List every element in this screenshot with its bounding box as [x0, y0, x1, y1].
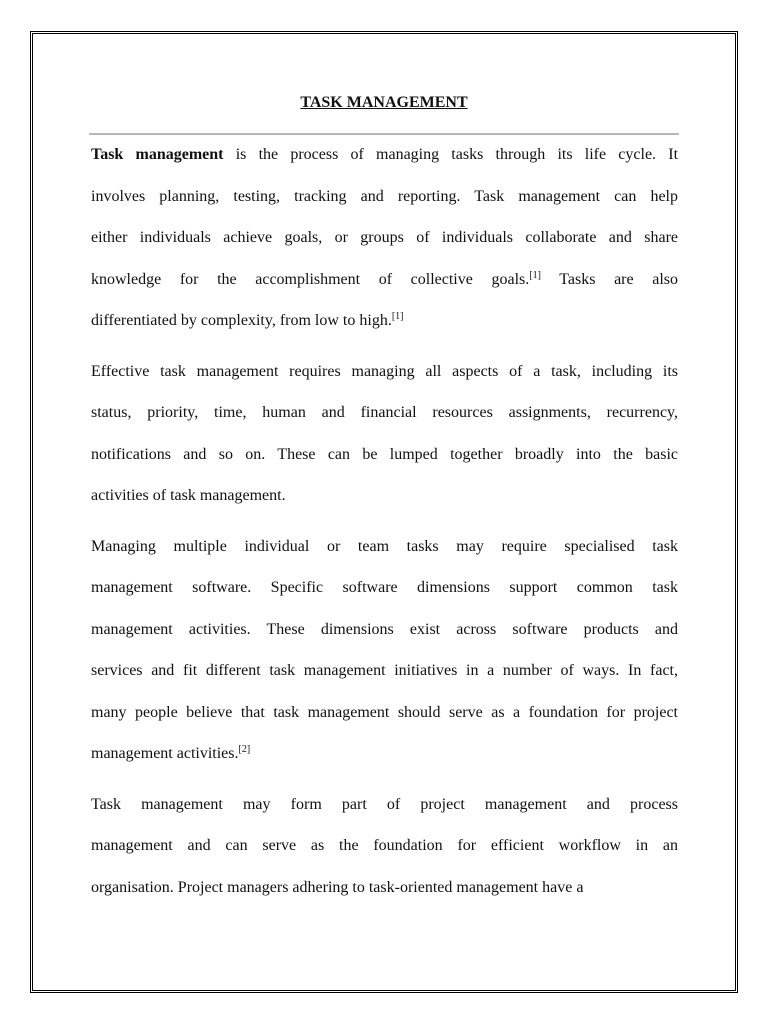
line-text: involves planning, testing, tracking and reporting. Task management can help: [91, 187, 678, 205]
line-text: either individuals achieve goals, or groups of individuals collaborate and share: [91, 229, 678, 246]
citation-ref[interactable]: [1]: [529, 269, 541, 281]
paragraph: [91, 137, 678, 345]
text-line: [91, 478, 678, 520]
line-text: is the process of managing tasks through its life cycle. It: [223, 146, 679, 163]
text-line: [91, 736, 678, 778]
paragraph: [91, 354, 678, 520]
line-text: Task management may form part of project management and process: [91, 795, 678, 813]
citation-ref[interactable]: [2]: [238, 744, 251, 755]
line-text: activities of task management.: [91, 487, 286, 504]
text-line: [91, 437, 678, 479]
text-line: [91, 570, 678, 612]
line-text: differentiated by complexity, from low to high.: [91, 312, 392, 329]
text-line: [91, 179, 678, 221]
page-title: TASK MANAGEMENT: [300, 94, 468, 111]
line-text: many people believe that task management should serve as a foundation for project: [91, 703, 678, 721]
text-line: [91, 828, 678, 870]
line-text: organisation. Project managers adhering to task-oriented management have a: [91, 878, 584, 896]
text-line: [91, 653, 678, 695]
line-text: Managing multiple individual or team tasks may require specialised task: [91, 537, 678, 555]
text-line: [91, 262, 678, 304]
line-text: notifications and so on. These can be lumped together broadly into the basic: [91, 445, 678, 463]
line-text: management software. Specific software dimensions support common task: [91, 579, 678, 596]
paragraph: [91, 787, 678, 912]
line-text: status, priority, time, human and financial resources assignments, recurrency,: [91, 404, 678, 421]
line-text: management activities. These dimensions exist across software products and: [91, 620, 678, 638]
text-line: [91, 612, 678, 654]
bold-term: Task management: [91, 146, 224, 163]
text-line: [91, 220, 678, 262]
paragraph: [91, 529, 678, 778]
line-text: management and can serve as the foundation for efficient workflow in an: [91, 837, 678, 854]
text-line: [91, 870, 678, 912]
text-line: [91, 695, 678, 737]
line-text: services and fit different task management initiatives in a number of ways. In fact,: [91, 662, 678, 679]
text-line: [91, 395, 678, 437]
line-text: Tasks are also: [540, 270, 678, 288]
title-divider: [89, 133, 679, 135]
line-text: Effective task management requires managing all aspects of a task, including its: [91, 362, 678, 380]
text-line: [91, 354, 678, 396]
text-line: [91, 303, 678, 345]
text-line: [91, 137, 678, 179]
line-text: knowledge for the accomplishment of collective goals.: [91, 270, 530, 288]
text-line: [91, 787, 678, 829]
citation-ref[interactable]: [1]: [391, 311, 404, 322]
text-line: [91, 529, 678, 571]
document-body: [91, 137, 678, 920]
line-text: management activities.: [91, 745, 239, 762]
